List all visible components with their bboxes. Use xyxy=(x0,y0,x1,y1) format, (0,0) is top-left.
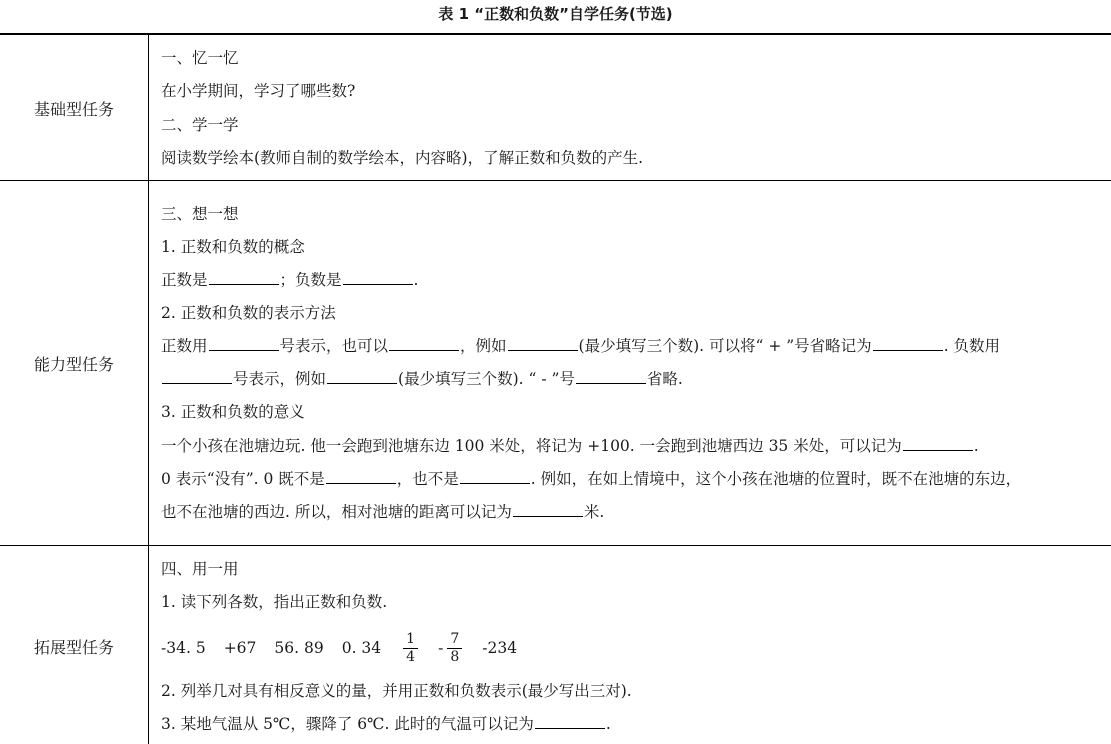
section-heading-4: 四、用一用 xyxy=(161,560,239,578)
text-fragment: ；负数是 xyxy=(279,271,342,289)
fill-in-line xyxy=(161,714,611,734)
answer-blank[interactable] xyxy=(326,469,396,484)
text-fragment: 号表示，也可以 xyxy=(279,337,389,355)
text-fragment: 号表示，例如 xyxy=(233,370,327,388)
row-label-basic: 基础型任务 xyxy=(33,100,114,119)
text-fragment: 一个小孩在池塘边玩. 他一会跑到池塘东边 100 米处，将记为 +100. 一会跑到池塘西边 35 米处，可以记为 xyxy=(161,437,902,455)
row-divider-1 xyxy=(0,180,1111,181)
answer-blank[interactable] xyxy=(209,336,279,351)
answer-blank[interactable] xyxy=(389,336,459,351)
text-fragment: . xyxy=(413,271,419,289)
answer-blank[interactable] xyxy=(535,714,605,729)
text-fragment: 0 表示“没有”. 0 既不是 xyxy=(161,470,325,488)
subsection-title: 2. 列举几对具有相反意义的量，并用正数和负数表示(最少写出三对). xyxy=(161,682,632,700)
answer-blank[interactable] xyxy=(508,336,578,351)
fraction-seven-eighths xyxy=(447,631,462,666)
text-fragment: (最少填写三个数). “ - ”号 xyxy=(398,370,575,388)
task-text: 阅读数学绘本(教师自制的数学绘本，内容略)，了解正数和负数的产生. xyxy=(161,149,644,167)
fraction-denominator: 8 xyxy=(450,648,460,665)
subsection-title: 3. 正数和负数的意义 xyxy=(161,403,305,421)
fraction-sign: - xyxy=(438,639,444,657)
fill-in-line xyxy=(161,336,1000,356)
fill-in-line xyxy=(161,270,418,290)
section-heading-2: 二、学一学 xyxy=(161,116,239,134)
fill-in-line xyxy=(161,369,683,389)
answer-blank[interactable] xyxy=(343,270,413,285)
fill-in-line xyxy=(161,436,979,456)
section-heading-1: 一、忆一忆 xyxy=(161,49,239,67)
text-fragment: . xyxy=(973,437,979,455)
number-item: +67 xyxy=(223,639,257,657)
text-fragment: . 例如，在如上情境中，这个小孩在池塘的位置时，既不在池塘的东边， xyxy=(530,470,1022,488)
text-fragment: 省略. xyxy=(646,370,683,388)
text-fragment: ，例如 xyxy=(460,337,507,355)
subsection-title: 1. 正数和负数的概念 xyxy=(161,238,305,256)
subsection-title: 2. 正数和负数的表示方法 xyxy=(161,304,336,322)
answer-blank[interactable] xyxy=(162,369,232,384)
answer-blank[interactable] xyxy=(513,502,583,517)
table-title: 表 1 “正数和负数”自学任务(节选) xyxy=(438,5,673,23)
table-top-rule xyxy=(0,33,1111,35)
text-fragment: 正数是 xyxy=(161,271,208,289)
row-divider-2 xyxy=(0,545,1111,546)
fraction-numerator: 7 xyxy=(447,631,462,649)
answer-blank[interactable] xyxy=(460,469,530,484)
text-fragment: 米. xyxy=(583,503,605,521)
fraction-denominator: 4 xyxy=(406,648,416,665)
answer-blank[interactable] xyxy=(873,336,943,351)
text-fragment: . xyxy=(605,715,611,733)
task-text: 在小学期间，学习了哪些数? xyxy=(161,82,356,100)
number-item: -234 xyxy=(482,639,518,657)
number-list xyxy=(161,628,517,668)
number-item: -34. 5 xyxy=(161,639,206,657)
section-heading-3: 三、想一想 xyxy=(161,205,239,223)
number-item: 56. 89 xyxy=(274,639,324,657)
subsection-title: 1. 读下列各数，指出正数和负数. xyxy=(161,593,388,611)
fraction-numerator: 1 xyxy=(403,631,418,649)
text-fragment: . 负数用 xyxy=(943,337,1001,355)
text-fragment: 3. 某地气温从 5℃，骤降了 6℃. 此时的气温可以记为 xyxy=(161,715,534,733)
number-item: 0. 34 xyxy=(341,639,382,657)
fill-in-line xyxy=(161,502,604,522)
row-label-extension: 拓展型任务 xyxy=(33,638,114,657)
fraction-one-quarter xyxy=(403,631,418,666)
answer-blank[interactable] xyxy=(327,369,397,384)
text-fragment: ，也不是 xyxy=(396,470,459,488)
text-fragment: 也不在池塘的西边. 所以，相对池塘的距离可以记为 xyxy=(161,503,512,521)
column-divider xyxy=(148,34,149,744)
answer-blank[interactable] xyxy=(576,369,646,384)
fill-in-line xyxy=(161,469,1021,489)
answer-blank[interactable] xyxy=(903,436,973,451)
text-fragment: 正数用 xyxy=(161,337,208,355)
text-fragment: (最少填写三个数). 可以将“ + ”号省略记为 xyxy=(578,337,872,355)
row-label-ability: 能力型任务 xyxy=(33,355,114,374)
answer-blank[interactable] xyxy=(209,270,279,285)
